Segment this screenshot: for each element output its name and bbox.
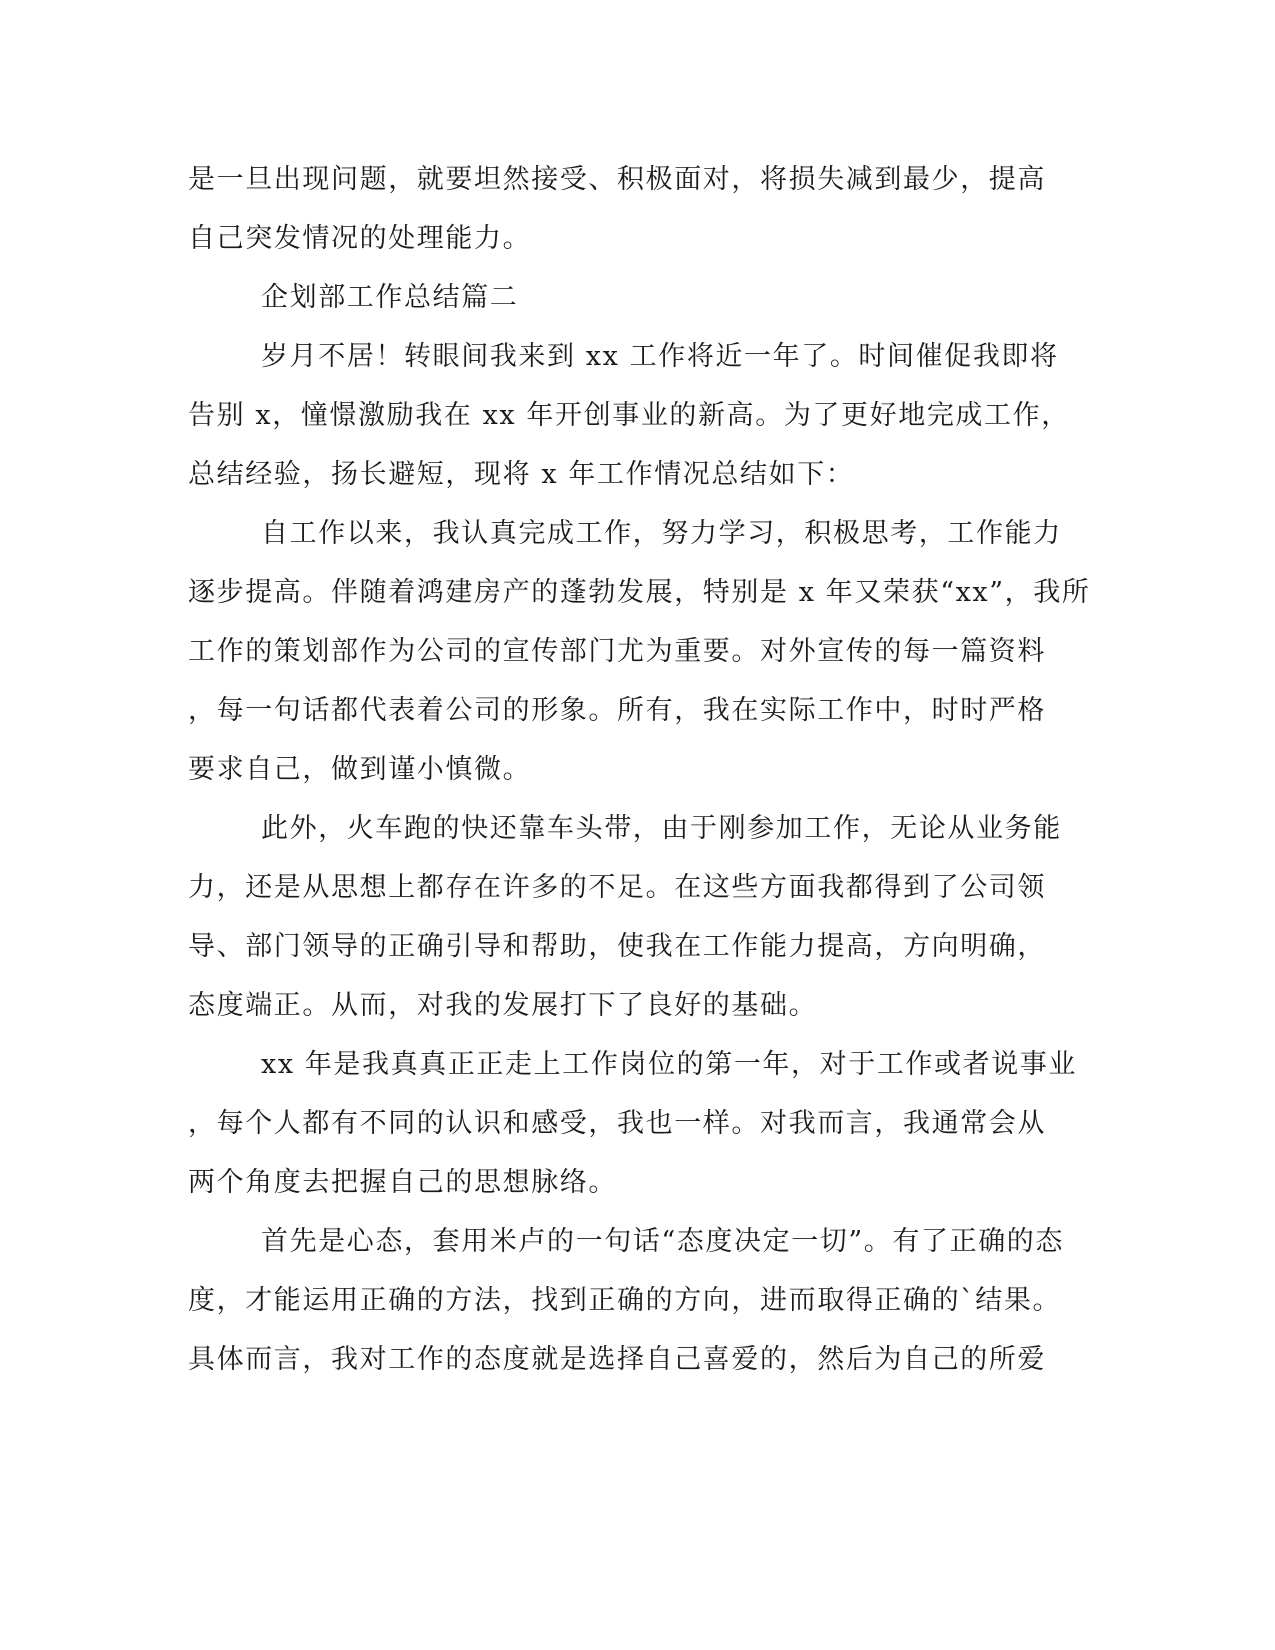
text-line: 自工作以来，我认真完成工作，努力学习，积极思考，工作能力 (261, 518, 1062, 549)
text-line: 要求自己，做到谨小慎微。 (188, 754, 532, 785)
text-line: 具体而言，我对工作的态度就是选择自己喜爱的，然后为自己的所爱 (188, 1344, 1046, 1375)
text-line: 总结经验，扬长避短，现将 x 年工作情况总结如下： (188, 459, 855, 490)
text-line: 态度端正。从而，对我的发展打下了良好的基础。 (188, 990, 818, 1021)
text-line: 岁月不居！转眼间我来到 xx 工作将近一年了。时间催促我即将 (261, 341, 1059, 372)
text-line: ，每一句话都代表着公司的形象。所有，我在实际工作中，时时严格 (188, 695, 1046, 726)
text-line: 工作的策划部作为公司的宣传部门尤为重要。对外宣传的每一篇资料 (188, 636, 1046, 667)
text-line: 导、部门领导的正确引导和帮助，使我在工作能力提高，方向明确， (188, 931, 1046, 962)
text-line: 此外，火车跑的快还靠车头带，由于刚参加工作，无论从业务能 (261, 813, 1062, 844)
text-line: 度，才能运用正确的方法，找到正确的方向，进而取得正确的`结果。 (188, 1285, 1062, 1316)
text-line: 力，还是从思想上都存在许多的不足。在这些方面我都得到了公司领 (188, 872, 1046, 903)
section-heading: 企划部工作总结篇二 (261, 282, 519, 313)
text-line: 自己突发情况的处理能力。 (188, 223, 532, 254)
text-line: 逐步提高。伴随着鸿建房产的蓬勃发展，特别是 x 年又荣获“xx”，我所 (188, 577, 1091, 608)
text-line: 是一旦出现问题，就要坦然接受、积极面对，将损失减到最少，提高 (188, 164, 1046, 195)
text-line: 首先是心态，套用米卢的一句话“态度决定一切”。有了正确的态 (261, 1226, 1065, 1257)
text-line: xx 年是我真真正正走上工作岗位的第一年，对于工作或者说事业 (261, 1049, 1078, 1080)
text-line: 两个角度去把握自己的思想脉络。 (188, 1167, 617, 1198)
text-line: ，每个人都有不同的认识和感受，我也一样。对我而言，我通常会从 (188, 1108, 1046, 1139)
text-line: 告别 x，憧憬激励我在 xx 年开创事业的新高。为了更好地完成工作， (188, 400, 1070, 431)
